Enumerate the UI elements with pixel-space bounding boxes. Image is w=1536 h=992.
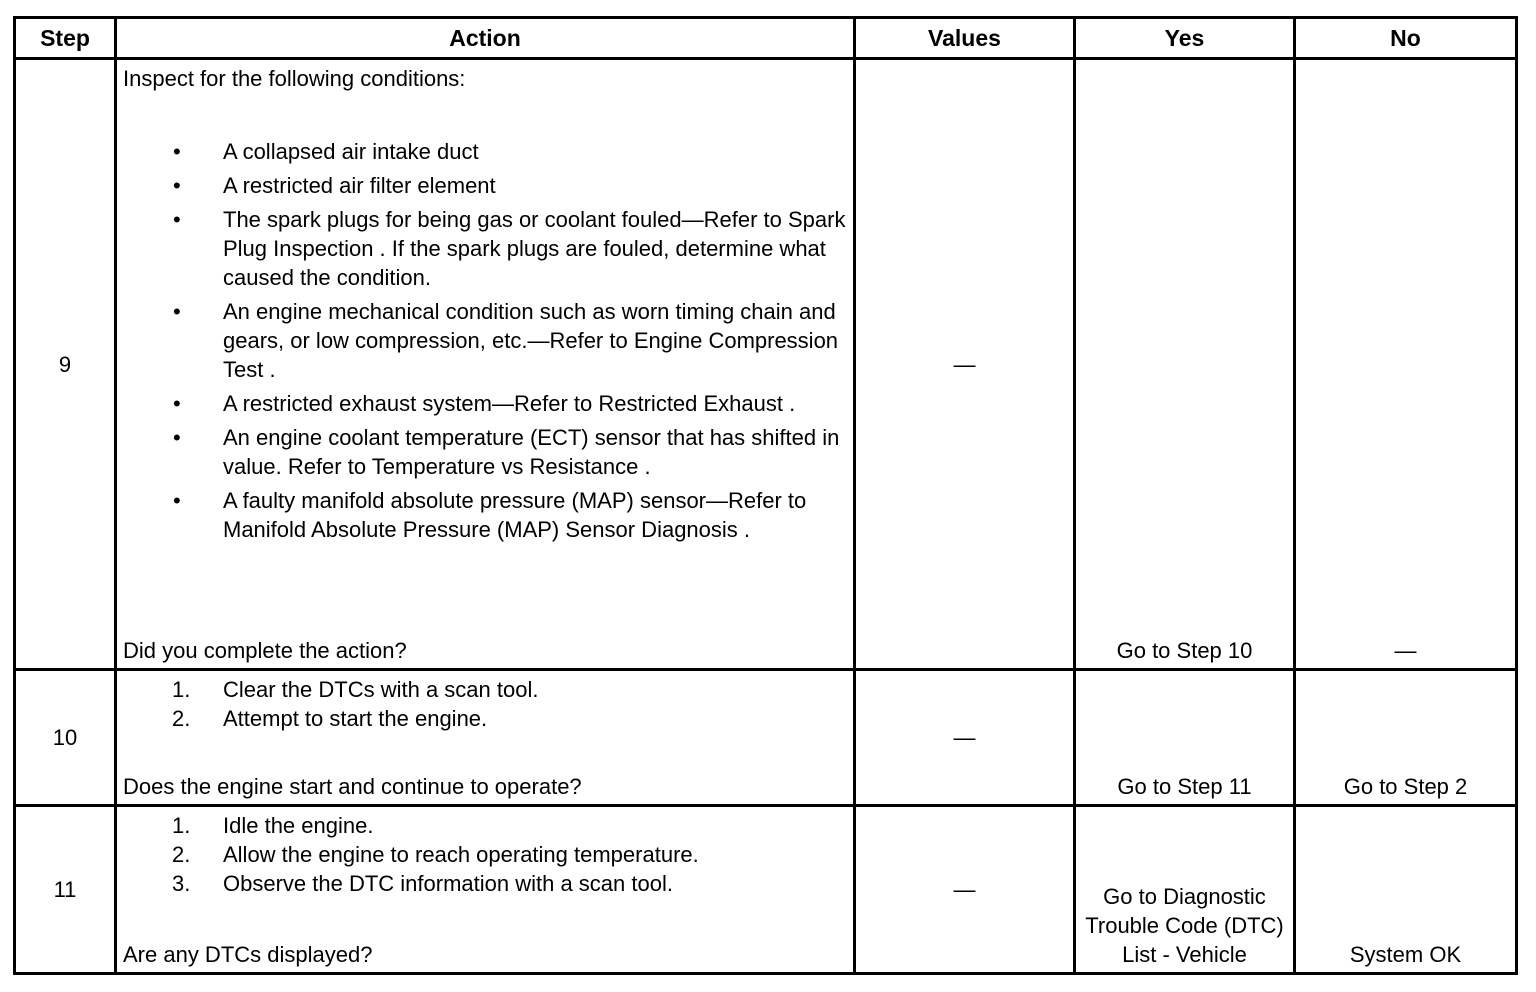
table-row (15, 806, 1517, 974)
list-item-text: An engine mechanical condition such as worn timing chain and gears, or low compression, etc.—Refer to Engine Compression Test . (223, 299, 839, 382)
list-item-text: A restricted exhaust system—Refer to Restricted Exhaust . (223, 391, 796, 416)
values-cell: — (855, 806, 1075, 974)
list-item (123, 811, 847, 840)
yes-result: Go to Step 11 (1075, 670, 1295, 806)
action-cell (116, 59, 855, 670)
list-item-text: A restricted air filter element (223, 173, 496, 198)
bullet-icon: • (173, 488, 181, 513)
list-item-text: A collapsed air intake duct (223, 139, 479, 164)
bullet-icon: • (173, 139, 181, 164)
step-number: 11 (15, 806, 116, 974)
no-result: Go to Step 2 (1295, 670, 1517, 806)
list-item (123, 869, 847, 898)
list-item-text: Attempt to start the engine. (223, 706, 488, 731)
diagnostic-table (13, 16, 1518, 975)
header-values: Values (855, 18, 1075, 59)
list-item (123, 704, 847, 733)
procedure-list (123, 811, 847, 898)
bullet-icon: • (173, 391, 181, 416)
header-action: Action (116, 18, 855, 59)
header-no: No (1295, 18, 1517, 59)
yes-result: Go to Step 10 (1075, 59, 1295, 670)
list-item (123, 840, 847, 869)
bullet-icon: • (173, 207, 181, 232)
header-row (15, 18, 1517, 59)
list-item (123, 389, 847, 418)
list-item-text: A faulty manifold absolute pressure (MAP) sensor—Refer to Manifold Absolute Pressure (MAP) Sensor Diagnosis . (223, 488, 807, 542)
list-item (123, 423, 847, 481)
header-yes: Yes (1075, 18, 1295, 59)
list-number: 1. (172, 677, 191, 702)
step-number: 9 (15, 59, 116, 670)
list-item (123, 297, 847, 384)
table-row (15, 670, 1517, 806)
list-item-text: Allow the engine to reach operating temperature. (223, 842, 699, 868)
list-item-text: Clear the DTCs with a scan tool. (223, 677, 539, 702)
procedure-list (123, 675, 847, 733)
list-number: 3. (172, 871, 191, 897)
header-step: Step (15, 18, 116, 59)
no-result: — (1295, 59, 1517, 670)
values-cell: — (855, 59, 1075, 670)
action-question: Did you complete the action? (123, 638, 407, 663)
action-intro: Inspect for the following conditions: (123, 66, 466, 91)
action-cell (116, 806, 855, 974)
list-item (123, 171, 847, 200)
list-item (123, 675, 847, 704)
list-item-text: Observe the DTC information with a scan tool. (223, 871, 673, 897)
yes-result: Go to Diagnostic Trouble Code (DTC) List - Vehicle (1075, 806, 1295, 974)
list-item (123, 205, 847, 292)
no-result: System OK (1295, 806, 1517, 974)
list-item-text: Idle the engine. (223, 813, 374, 839)
values-cell: — (855, 670, 1075, 806)
bullet-icon: • (173, 299, 181, 324)
step-number: 10 (15, 670, 116, 806)
list-item-text: The spark plugs for being gas or coolant fouled—Refer to Spark Plug Inspection . If the spark plugs are fouled, determine what caused the condition. (223, 207, 846, 290)
list-number: 1. (172, 813, 191, 839)
list-item (123, 486, 847, 544)
condition-list (123, 137, 847, 549)
bullet-icon: • (173, 173, 181, 198)
list-item-text: An engine coolant temperature (ECT) sensor that has shifted in value. Refer to Temperature vs Resistance . (223, 425, 840, 479)
list-item (123, 137, 847, 166)
list-number: 2. (172, 706, 191, 731)
table-row (15, 59, 1517, 670)
action-cell (116, 670, 855, 806)
action-question: Does the engine start and continue to operate? (123, 774, 582, 800)
action-question: Are any DTCs displayed? (123, 942, 373, 967)
bullet-icon: • (173, 425, 181, 450)
list-number: 2. (172, 842, 191, 868)
